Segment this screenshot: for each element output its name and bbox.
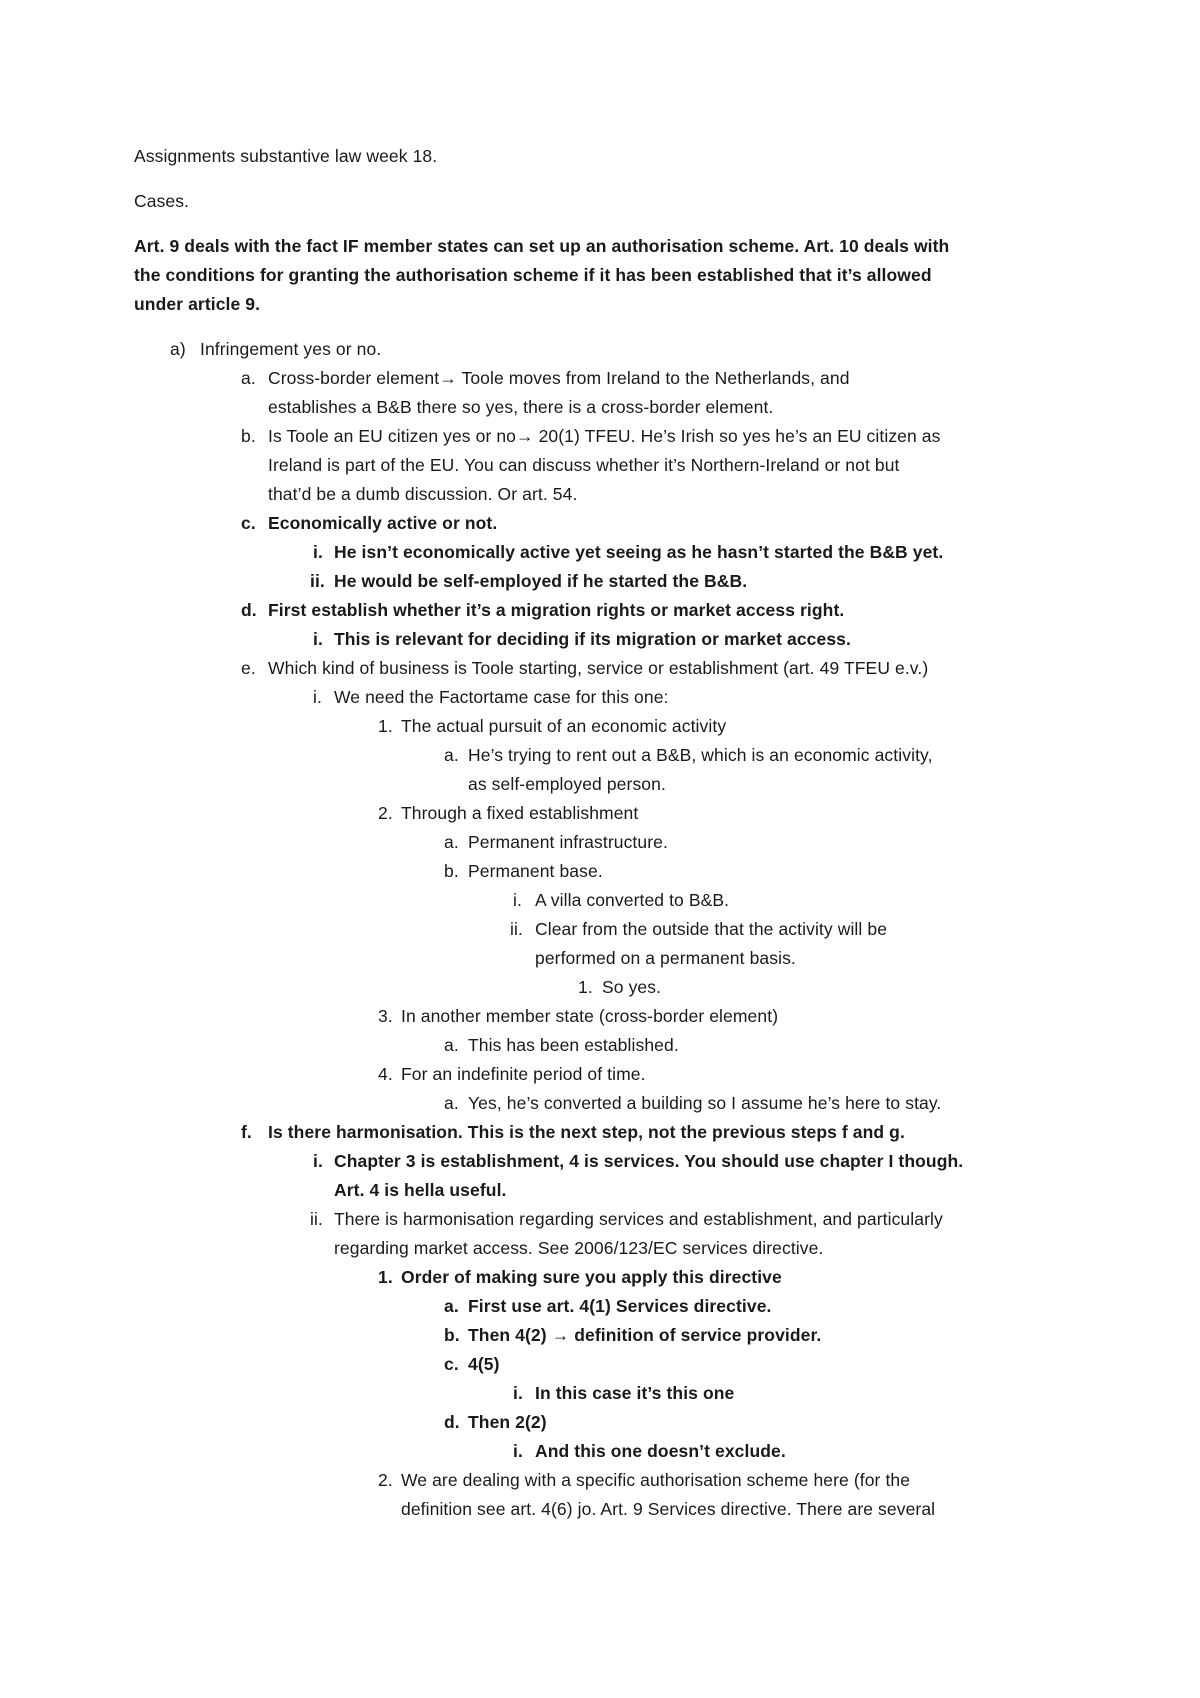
list-marker: d. (444, 1412, 460, 1432)
list-item-text: Order of making sure you apply this directive (401, 1267, 782, 1287)
list-marker: i. (313, 629, 323, 649)
list-item-text: as self-employed person. (468, 774, 666, 794)
list-item-text: He would be self-employed if he started the B&B. (334, 571, 748, 591)
list-item-text: regarding market access. See 2006/123/EC services directive. (334, 1238, 824, 1258)
list-marker: a) (170, 339, 186, 359)
list-item-text: establishes a B&B there so yes, there is a cross-border element. (268, 397, 774, 417)
list-item-text: First establish whether it’s a migration rights or market access right. (268, 600, 845, 620)
list-item-text: Permanent base. (468, 861, 603, 881)
list-item-text: Art. 4 is hella useful. (334, 1180, 507, 1200)
list-item-text: This is relevant for deciding if its migration or market access. (334, 629, 851, 649)
list-item-text: We need the Factortame case for this one: (334, 687, 669, 707)
list-marker: a. (444, 1035, 459, 1055)
list-item-text: In another member state (cross-border element) (401, 1006, 779, 1026)
list-marker: i. (313, 542, 323, 562)
list-item-text: Is there harmonisation. This is the next step, not the previous steps f and g. (268, 1122, 905, 1142)
list-marker: i. (513, 890, 522, 910)
list-marker: a. (241, 368, 256, 388)
intro-line: the conditions for granting the authorisation scheme if it has been established that it’s allowed (134, 265, 932, 285)
list-item-text: Yes, he’s converted a building so I assume he’s here to stay. (468, 1093, 942, 1113)
list-marker: 2. (378, 1470, 393, 1490)
list-marker: f. (241, 1122, 252, 1142)
list-item-text: There is harmonisation regarding services and establishment, and particularly (334, 1209, 943, 1229)
list-marker: 4. (378, 1064, 393, 1084)
list-marker: ii. (310, 571, 325, 591)
list-marker: i. (313, 1151, 323, 1171)
list-marker: b. (241, 426, 256, 446)
list-item-text: In this case it’s this one (535, 1383, 735, 1403)
list-item-text: Economically active or not. (268, 513, 498, 533)
list-marker: 3. (378, 1006, 393, 1026)
list-item-text: Is Toole an EU citizen yes or no→ 20(1) TFEU. He’s Irish so yes he’s an EU citizen as (268, 426, 941, 446)
list-marker: ii. (510, 919, 523, 939)
list-marker: a. (444, 1296, 459, 1316)
list-item-text: For an indefinite period of time. (401, 1064, 646, 1084)
list-item-text: Through a fixed establishment (401, 803, 639, 823)
list-item-text: First use art. 4(1) Services directive. (468, 1296, 772, 1316)
list-item-text: definition see art. 4(6) jo. Art. 9 Services directive. There are several (401, 1499, 936, 1519)
list-item-text: Ireland is part of the EU. You can discuss whether it’s Northern-Ireland or not but (268, 455, 900, 475)
list-item-text: This has been established. (468, 1035, 679, 1055)
list-item-text: Which kind of business is Toole starting, service or establishment (art. 49 TFEU e.v.) (268, 658, 929, 678)
list-marker: a. (444, 745, 459, 765)
list-item-text: Chapter 3 is establishment, 4 is services. You should use chapter I though. (334, 1151, 964, 1171)
list-item-text: 4(5) (468, 1354, 500, 1374)
list-item-text: performed on a permanent basis. (535, 948, 796, 968)
list-marker: 1. (378, 716, 393, 736)
list-item-text: that’d be a dumb discussion. Or art. 54. (268, 484, 578, 504)
list-marker: b. (444, 1325, 460, 1345)
document-title: Assignments substantive law week 18. (134, 146, 438, 166)
list-item-text: Infringement yes or no. (200, 339, 382, 359)
list-marker: 1. (378, 1267, 393, 1287)
list-item-text: Clear from the outside that the activity will be (535, 919, 888, 939)
section-heading: Cases. (134, 191, 190, 211)
list-marker: a. (444, 832, 459, 852)
list-marker: i. (313, 687, 322, 707)
list-item-text: We are dealing with a specific authorisation scheme here (for the (401, 1470, 911, 1490)
list-marker: i. (513, 1383, 523, 1403)
list-marker: ii. (310, 1209, 323, 1229)
list-item-text: He’s trying to rent out a B&B, which is an economic activity, (468, 745, 933, 765)
list-marker: b. (444, 861, 459, 881)
list-item-text: Then 2(2) (468, 1412, 547, 1432)
list-item-text: A villa converted to B&B. (535, 890, 730, 910)
list-item-text: Cross-border element→ Toole moves from Ireland to the Netherlands, and (268, 368, 850, 388)
list-marker: 2. (378, 803, 393, 823)
list-item-text: The actual pursuit of an economic activity (401, 716, 727, 736)
list-marker: a. (444, 1093, 459, 1113)
list-item-text: He isn’t economically active yet seeing as he hasn’t started the B&B yet. (334, 542, 944, 562)
list-marker: d. (241, 600, 257, 620)
intro-line: under article 9. (134, 294, 261, 314)
list-marker: i. (513, 1441, 523, 1461)
list-marker: e. (241, 658, 256, 678)
list-item-text: Permanent infrastructure. (468, 832, 668, 852)
list-marker: c. (444, 1354, 459, 1374)
list-marker: 1. (578, 977, 593, 997)
list-item-text: And this one doesn’t exclude. (535, 1441, 786, 1461)
list-item-text: So yes. (602, 977, 662, 997)
list-marker: c. (241, 513, 256, 533)
intro-line: Art. 9 deals with the fact IF member states can set up an authorisation scheme. Art. 10 deals with (134, 236, 950, 256)
list-item-text: Then 4(2) → definition of service provider. (468, 1325, 822, 1345)
